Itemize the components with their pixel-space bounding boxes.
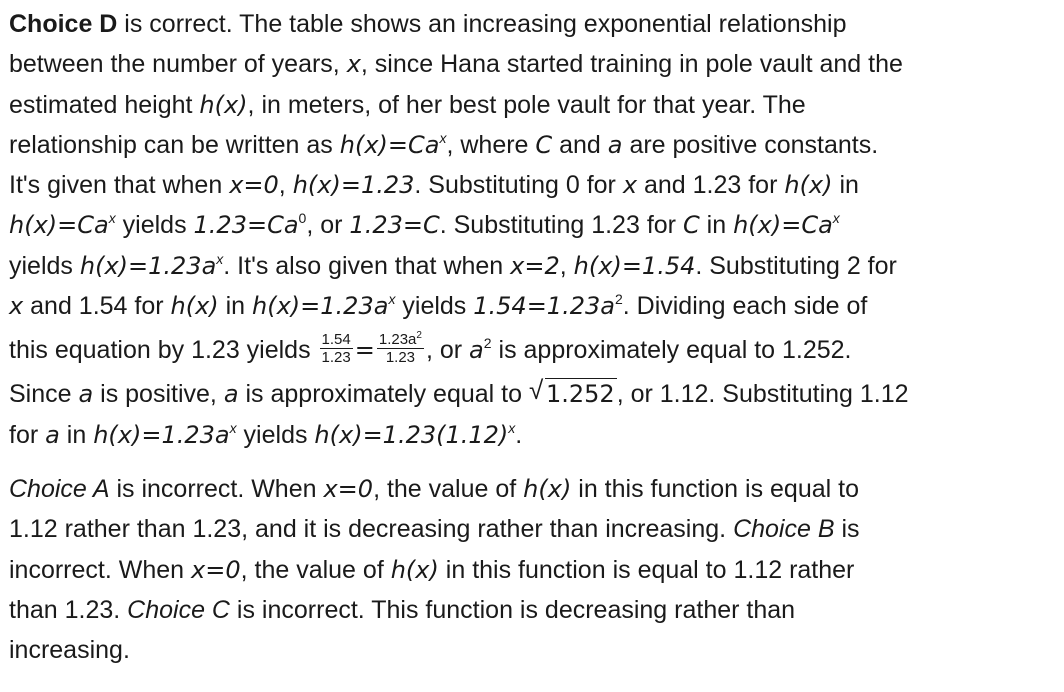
fraction-left: $\frac{1.54}{1.23}$ — [321, 331, 351, 367]
text-line: than 1.23. Choice C is incorrect. This function is decreasing rather than — [9, 595, 796, 624]
text-line: Choice A is incorrect. When x=0, the value of h(x) in this function is equal to — [9, 474, 859, 503]
text-line: $h(x)=Ca^x$ yields $1.23=Ca^0$, or 1.23=C. Substituting 1.23 for C in $h(x)=Ca^x$ — [9, 210, 840, 240]
text-line: for a in $h(x)=1.23a^x$ yields $h(x)=1.23(1.12)^x$. — [9, 419, 523, 449]
text-line: x and 1.54 for h(x) in $h(x)=1.23a^x$ yields $1.54=1.23a^2$. Dividing each side of — [9, 291, 868, 321]
choice-b-label: Choice B — [733, 515, 835, 544]
explanation-paragraph-correct — [9, 4, 1059, 455]
square-root: √ 1.252 — [529, 374, 617, 414]
correct-choice-label: Choice D — [9, 10, 118, 38]
text-line: yields $h(x)=1.23a^x$. It's also given that when x=2, h(x)=1.54. Substituting 2 for — [9, 250, 897, 280]
choice-a-label: Choice A — [9, 474, 110, 503]
text-line: estimated height h(x), in meters, of her best pole vault for that year. The — [9, 90, 806, 119]
text-line: Since a is positive, a is approximately equal to √ 1.252, or 1.12. Substituting 1.12 — [9, 374, 1059, 414]
explanation-body — [9, 4, 1059, 670]
explanation-paragraph-incorrect — [9, 469, 1059, 670]
fraction-right: $\frac{1.23a^2}{1.23}$ — [378, 330, 422, 367]
text-line: Choice D is correct. The table shows an increasing exponential relationship — [9, 10, 847, 38]
text-line: increasing. — [9, 636, 130, 665]
text-line: It's given that when x=0, h(x)=1.23. Substituting 0 for x and 1.23 for h(x) in — [9, 171, 859, 200]
text-line: 1.12 rather than 1.23, and it is decreasing rather than increasing. Choice B is — [9, 515, 860, 544]
text-line: between the number of years, x, since Hana started training in pole vault and the — [9, 50, 903, 79]
text-line: incorrect. When x=0, the value of h(x) in this function is equal to 1.12 rather — [9, 555, 855, 584]
text-line: relationship can be written as $h(x)=Ca^x$, where C and a are positive constants. — [9, 129, 879, 159]
choice-c-label: Choice C — [127, 595, 230, 624]
text-line: this equation by 1.23 yields $\frac{1.54}{1.23}$ = $\frac{1.23a^2}{1.23}$ , or $a^2$ is approximately equal to 1.252. — [9, 330, 852, 367]
radical-sign-icon: √ — [528, 375, 544, 406]
